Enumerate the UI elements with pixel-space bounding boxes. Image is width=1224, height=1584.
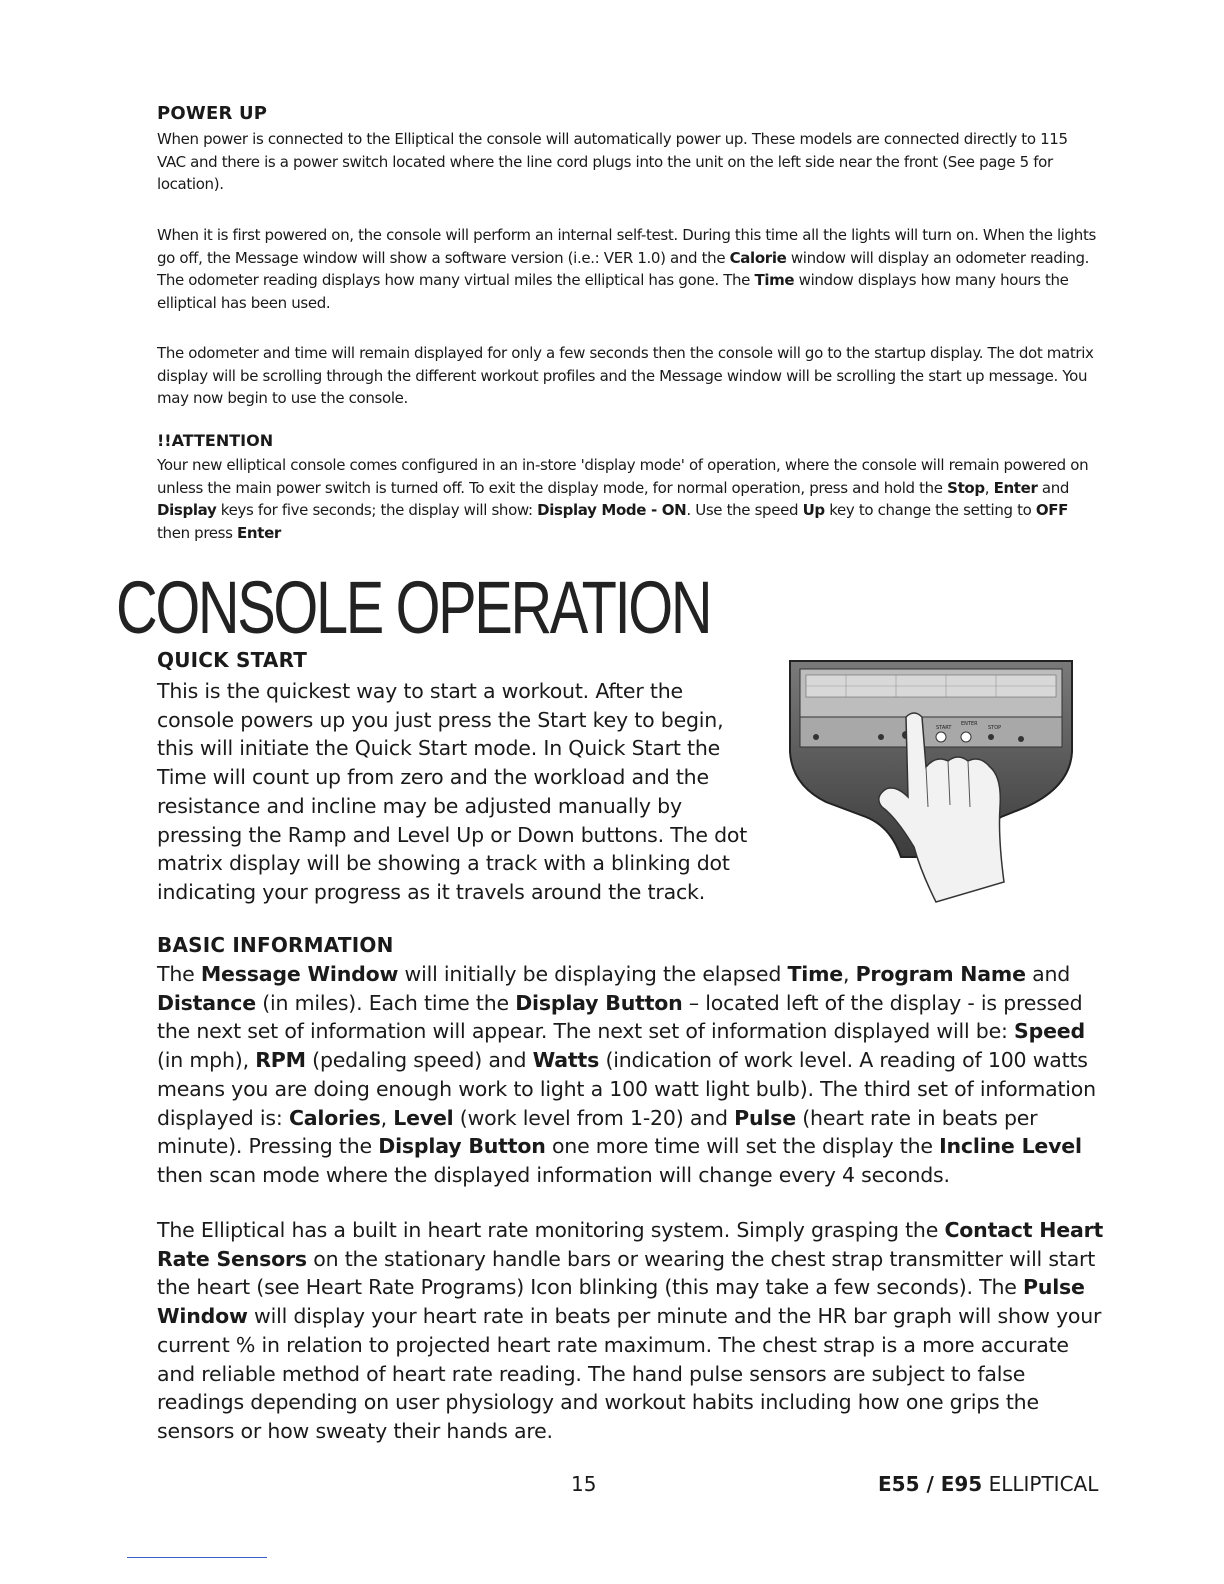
footer-model <box>878 1472 1098 1496</box>
calorie-term: Calorie <box>729 248 787 267</box>
quick-start-text: This is the quickest way to start a workout. After the console powers up you just press the Start key to begin, this will initiate the Quick Start mode. In Quick Start the Time will count up from zero and the workload and the resistance and incline may be adjusted manually by pressing the Ramp and Level Up or Down buttons. The dot matrix display will be showing a track with a blinking dot indicating your progress as it travels around the track. <box>157 679 748 904</box>
page-number: 15 <box>571 1472 597 1496</box>
time-term: Time <box>754 271 795 289</box>
stop-key-label: STOP <box>988 725 1002 731</box>
power-up-paragraph-2 <box>157 224 1102 314</box>
power-up-heading: POWER UP <box>157 103 268 124</box>
basic-info-paragraph-2 <box>157 1216 1107 1446</box>
basic-info-text-1: The Message Window will initially be displaying the elapsed Time, Program Name and Distance (in miles). Each time the Display Button – located left of the display - is pressed the next set of information will appear. The next set of information displayed will be: Speed (in mph), RPM (pedaling speed) and Watts (indication of work level. A reading of 100 watts means you are doing enough work to light a 100 watt light bulb). The third set of information displayed is: Calories, Level (work level from 1-20) and Pulse (heart rate in beats per minute). Pressing the Display Button one more time will set the display the Incline Level then scan mode where the displayed information will change every 4 seconds. <box>157 962 1096 1187</box>
attention-paragraph <box>157 454 1102 544</box>
power-up-text-1: When power is connected to the Elliptical the console will automatically power up. These models are connected directly to 115 VAC and there is a power switch located where the line cord plugs into the unit on the left side near the front (See page 5 for location). <box>157 130 1068 193</box>
power-up-paragraph-1 <box>157 128 1075 196</box>
power-up-paragraph-3 <box>157 342 1102 410</box>
footer-model-rest: ELLIPTICAL <box>982 1472 1099 1496</box>
footer-link-underline <box>127 1557 267 1558</box>
footer-model-bold: E55 / E95 <box>878 1472 983 1496</box>
basic-info-text-2: The Elliptical has a built in heart rate monitoring system. Simply grasping the Contact Heart Rate Sensors on the stationary handle bars or wearing the chest strap transmitter will start the heart (see Heart Rate Programs) Icon blinking (this may take a few seconds). The Pulse Window will display your heart rate in beats per minute and the HR bar graph will show your current % in relation to projected heart rate maximum. The chest strap is a more accurate and reliable method of heart rate reading. The hand pulse sensors are subject to false readings depending on user physiology and workout habits including how one grips the sensors or how sweaty their hands are. <box>157 1218 1104 1443</box>
power-up-text-2: When it is first powered on, the console will perform an internal self-test. During this time all the lights will turn on. When the lights go off, the Message window will show a software version (i.e.: VER 1.0) and the Calorie window will display an odometer reading. The odometer reading displays how many virtual miles the elliptical has gone. The Time window displays how many hours the elliptical has been used. <box>157 226 1096 312</box>
basic-info-heading: BASIC INFORMATION <box>157 933 394 957</box>
quick-start-paragraph <box>157 677 757 907</box>
basic-info-paragraph-1 <box>157 960 1107 1190</box>
attention-text: Your new elliptical console comes configured in an in-store 'display mode' of operation, where the console will remain powered on unless the main power switch is turned off. To exit the display mode, for normal operation, press and hold the Stop, Enter and Display keys for five seconds; the display will show: Display Mode - ON. Use the speed Up key to change the setting to OFF then press Enter <box>157 456 1089 542</box>
start-key-label: START <box>936 725 952 731</box>
enter-key-label: ENTER <box>961 721 978 727</box>
section-title: CONSOLE OPERATION <box>116 566 711 649</box>
console-illustration <box>786 657 1076 907</box>
quick-start-heading: QUICK START <box>157 648 308 672</box>
power-up-text-3: The odometer and time will remain displayed for only a few seconds then the console will go to the startup display. The dot matrix display will be scrolling through the different workout profiles and the Message window will be scrolling the start up message. You may now begin to use the console. <box>157 344 1094 407</box>
attention-heading: !!ATTENTION <box>157 431 274 450</box>
